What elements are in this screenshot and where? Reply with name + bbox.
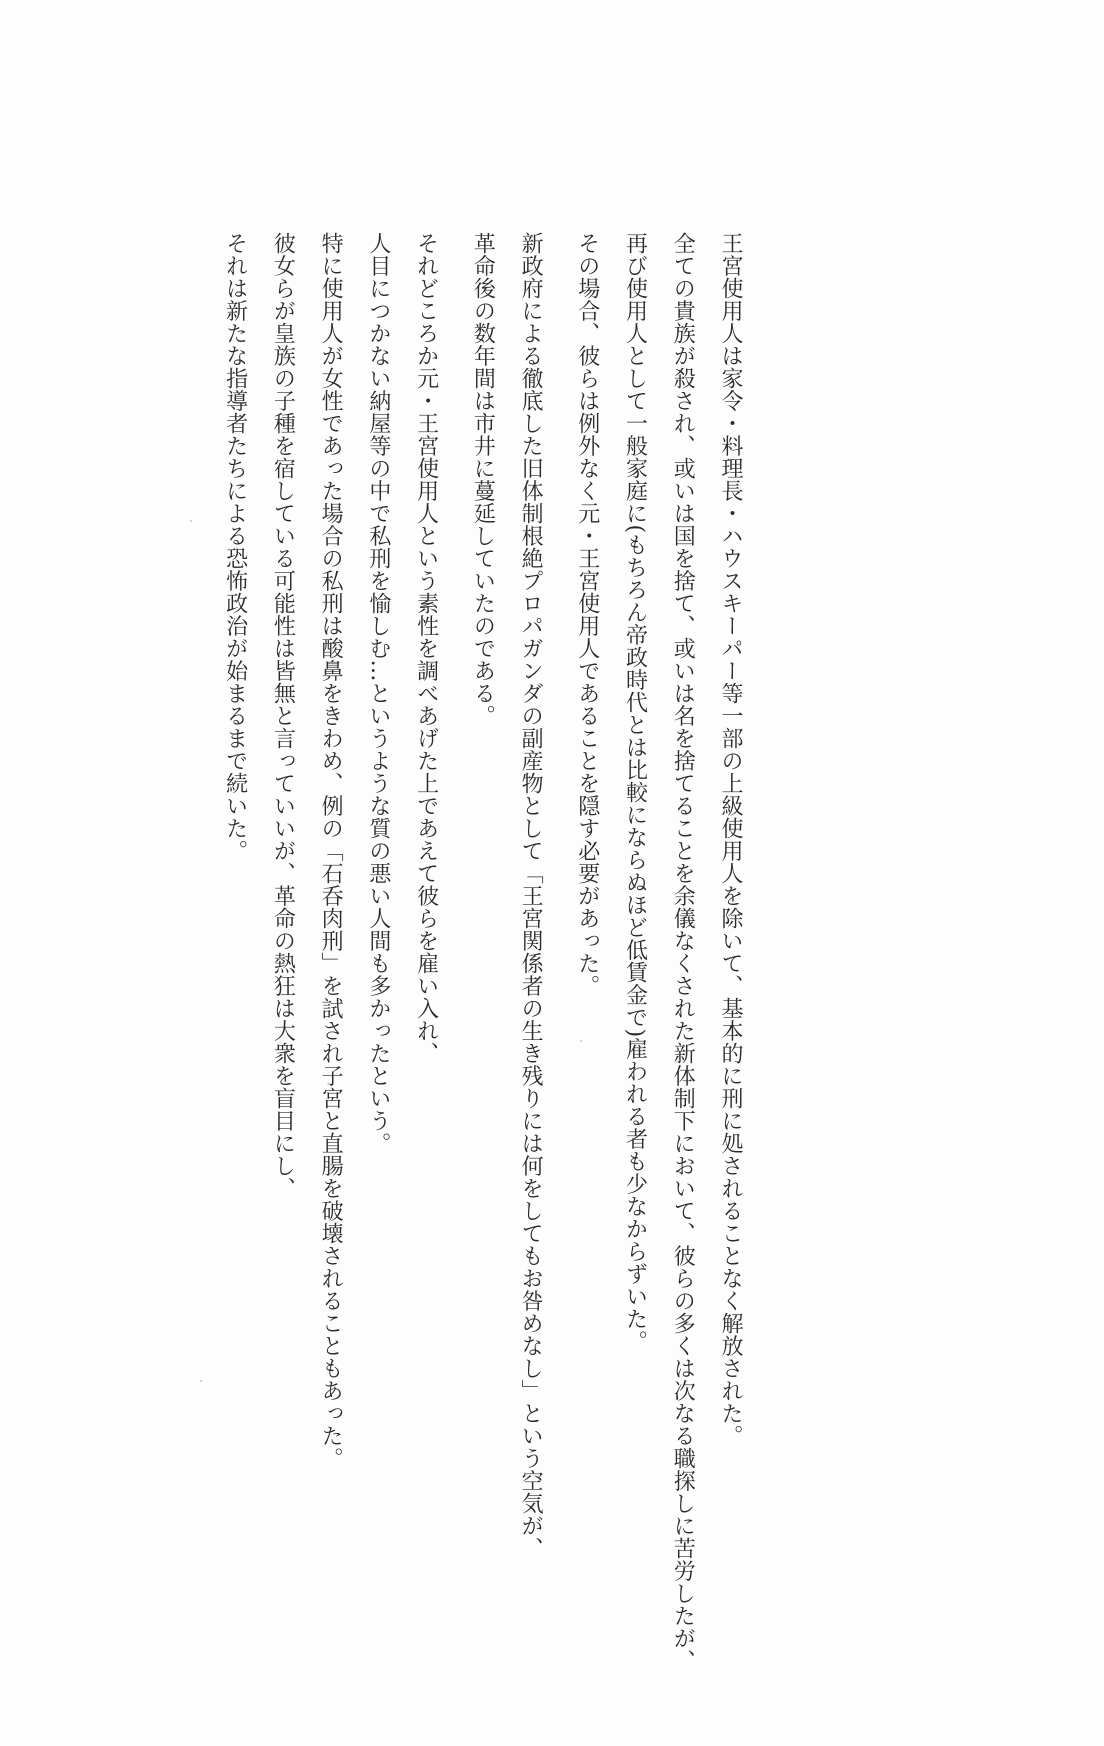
- text-line-6: 革命後の数年間は市井に蔓延していたのである。: [470, 232, 496, 727]
- paper-speck: [200, 1380, 202, 1382]
- paper-speck: [580, 1040, 582, 1042]
- text-line-10: 彼女らが皇族の子種を宿している可能性は皆無と言っていいが、革命の熱狂は大衆を盲目にし、: [270, 232, 296, 1200]
- text-line-2: 全ての貴族が殺され、或いは国を捨て、或いは名を捨てることを余儀なくされた新体制下において、彼らの多くは次なる職探しに苦労したが、: [670, 232, 696, 1672]
- paper-speck: [190, 520, 192, 522]
- text-line-3: 再び使用人として一般家庭に(もちろん帝政時代とは比較にならぬほど低賃金で)雇われる者も少なからずいた。: [622, 232, 648, 1353]
- text-line-4: その場合、彼らは例外なく元・王宮使用人であることを隠す必要があった。: [574, 232, 600, 997]
- text-line-9: 特に使用人が女性であった場合の私刑は酸鼻をきわめ、例の「石呑肉刑」を試され子宮と直腸を破壊されることもあった。: [318, 232, 344, 1470]
- text-line-7: それどころか元・王宮使用人という素性を調べあげた上であえて彼らを雇い入れ、: [413, 232, 439, 1065]
- text-line-1: 王宮使用人は家令・料理長・ハウスキーパー等一部の上級使用人を除いて、基本的に刑に処されることなく解放された。: [718, 232, 743, 1447]
- text-line-5: 新政府による徹底した旧体制根絶プロパガンダの副産物として「王宮関係者の生き残りには何をしてもお咎めなし」という空気が、: [518, 232, 544, 1560]
- text-line-11: それは新たな指導者たちによる恐怖政治が始まるまで続いた。: [222, 232, 248, 862]
- vertical-text-body: [211, 232, 754, 1672]
- text-line-8: 人目につかない納屋等の中で私刑を愉しむ…というような質の悪い人間も多かったという。: [365, 232, 391, 1155]
